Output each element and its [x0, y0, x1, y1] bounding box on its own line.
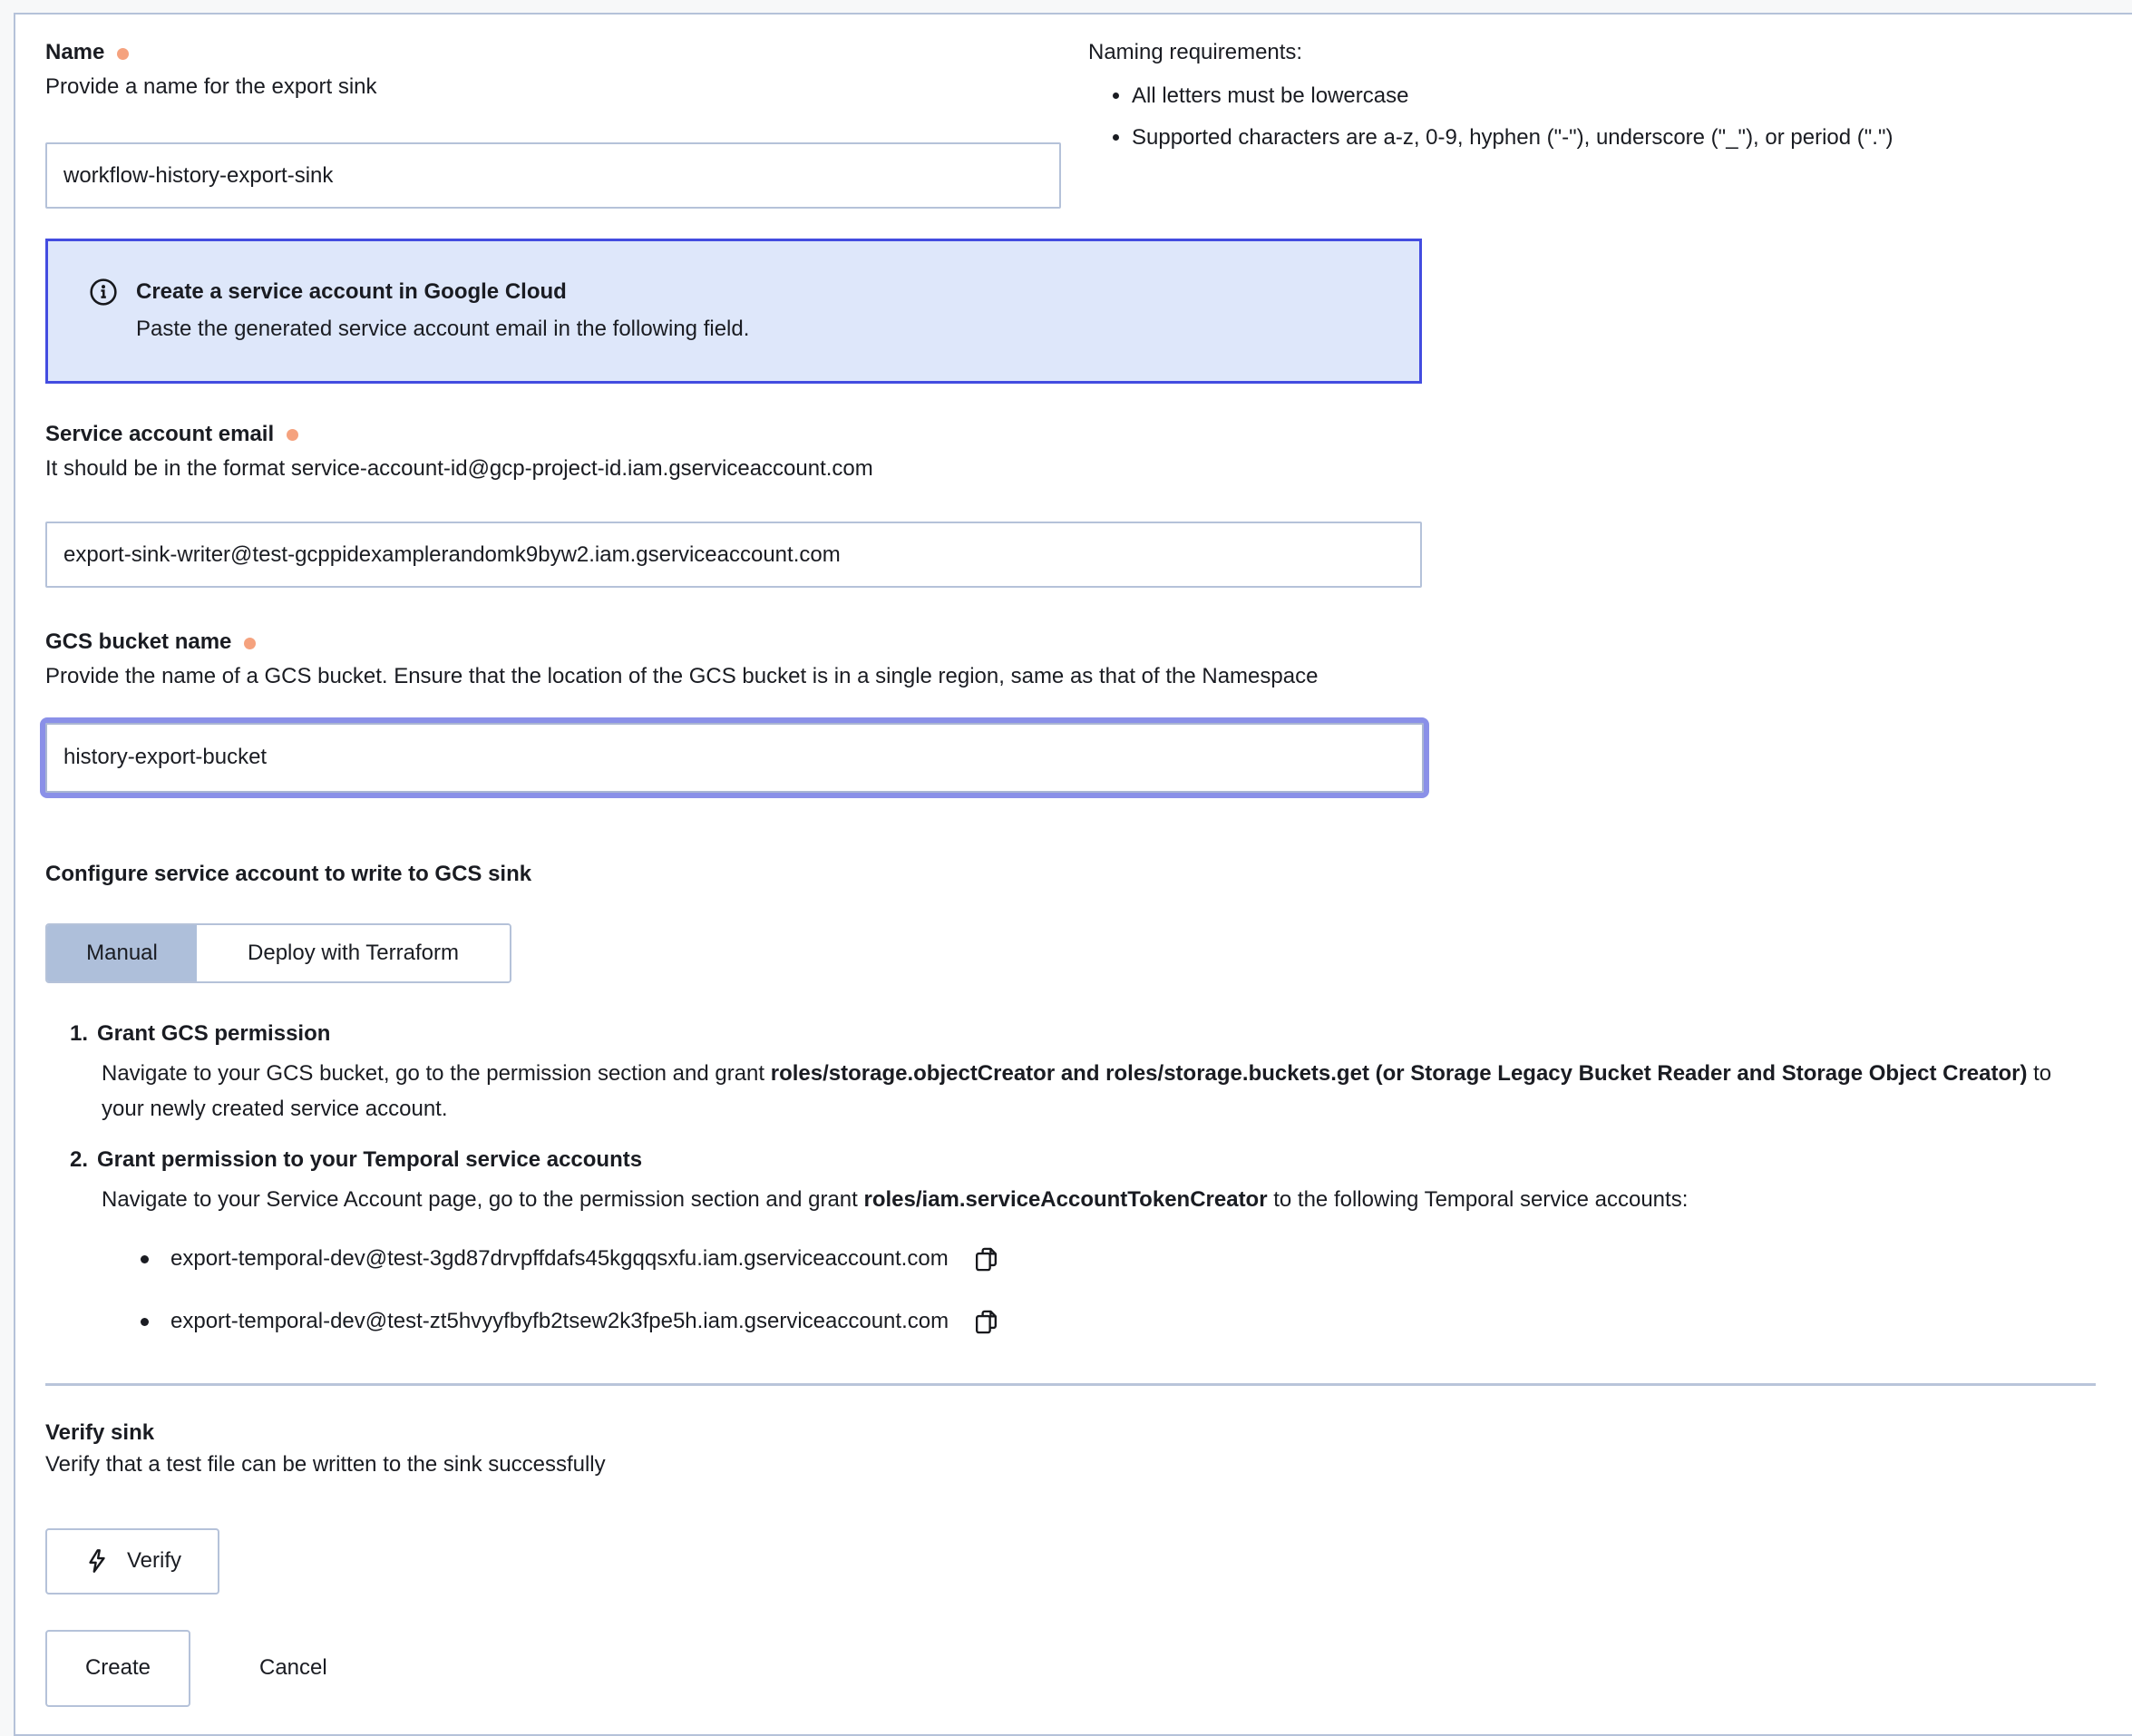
step-number: 1.	[70, 1020, 89, 1046]
configure-tabs	[45, 923, 511, 983]
tab-deploy-with-terraform[interactable]: Deploy with Terraform	[197, 925, 510, 981]
step-grant-gcs-permission	[45, 1019, 2096, 1127]
bucket-label	[45, 629, 2096, 655]
info-icon	[89, 278, 118, 307]
service-account-description: It should be in the format service-account-id@gcp-project-id.iam.gserviceaccount.com	[45, 455, 873, 481]
service-account-email-input[interactable]	[45, 522, 1422, 588]
form-content	[15, 15, 2096, 1707]
step-body-trail: to the following Temporal service accounts:	[1267, 1187, 1689, 1213]
verify-sink-description: Verify that a test file can be written to the sink successfully	[45, 1451, 606, 1477]
info-banner	[45, 239, 1422, 383]
naming-requirements	[1088, 40, 2096, 153]
verify-button-label: Verify	[127, 1548, 182, 1574]
name-field-section	[45, 40, 1061, 209]
lightning-icon	[83, 1547, 111, 1575]
step-title-text: Grant permission to your Temporal service accounts	[97, 1146, 643, 1172]
bucket-name-input[interactable]	[45, 723, 1424, 793]
step-body-emphasis: roles/storage.objectCreator and roles/storage.buckets.get (or Storage Legacy Bucket Reader and Storage Object Creator)	[770, 1060, 2028, 1086]
step-body-lead: Navigate to your GCS bucket, go to the permission section and grant	[102, 1060, 771, 1086]
naming-requirement-item: • All letters must be lowercase	[1132, 82, 2096, 111]
step-number: 2.	[70, 1146, 89, 1172]
export-sink-form-card	[14, 13, 2132, 1736]
name-label-text: Name	[45, 40, 105, 64]
copy-button[interactable]	[970, 1243, 1002, 1275]
copy-button[interactable]	[970, 1306, 1002, 1338]
service-account-item	[141, 1306, 2096, 1338]
service-account-label	[45, 422, 2096, 447]
bucket-label-text: GCS bucket name	[45, 629, 232, 655]
create-button[interactable]: Create	[45, 1630, 190, 1707]
info-banner-title: Create a service account in Google Cloud	[136, 279, 567, 305]
bullet-icon	[141, 1255, 149, 1263]
info-banner-description: Paste the generated service account email in the following field.	[136, 317, 750, 342]
tab-manual[interactable]: Manual	[47, 925, 197, 981]
required-dot-icon	[117, 48, 129, 60]
step-grant-temporal-permission	[45, 1146, 2096, 1338]
bucket-description: Provide the name of a GCS bucket. Ensure that the location of the GCS bucket is in a single region, same as that of the Namespace	[45, 664, 1319, 689]
top-row	[45, 40, 2096, 209]
info-banner-title-row	[89, 278, 1392, 307]
name-description: Provide a name for the export sink	[45, 74, 377, 99]
form-actions	[45, 1630, 2096, 1707]
step-body	[45, 1183, 2096, 1218]
naming-requirements-list	[1088, 82, 2096, 153]
service-account-email: export-temporal-dev@test-3gd87drvpffdafs45kgqqsxfu.iam.gserviceaccount.com	[170, 1246, 949, 1272]
configure-section-title: Configure service account to write to GCS sink	[45, 861, 532, 886]
temporal-service-accounts-list	[45, 1243, 2096, 1338]
required-dot-icon	[287, 429, 298, 441]
step-title-text: Grant GCS permission	[97, 1020, 331, 1046]
step-body	[45, 1057, 2096, 1127]
verify-button[interactable]	[45, 1528, 219, 1595]
naming-requirement-item: • Supported characters are a-z, 0-9, hyphen ("-"), underscore ("_"), or period (".")	[1132, 123, 2096, 152]
naming-requirements-title: Naming requirements:	[1088, 40, 1303, 64]
service-account-item	[141, 1243, 2096, 1275]
bullet-icon	[141, 1318, 149, 1326]
step-title	[45, 1146, 2096, 1175]
service-account-email: export-temporal-dev@test-zt5hvyyfbyfb2tsew2k3fpe5h.iam.gserviceaccount.com	[170, 1309, 949, 1334]
section-divider	[45, 1383, 2096, 1386]
cancel-button[interactable]: Cancel	[254, 1630, 333, 1707]
step-body-lead: Navigate to your Service Account page, go to the permission section and grant	[102, 1187, 864, 1213]
service-account-label-text: Service account email	[45, 421, 275, 446]
step-body-trail: to your newly created service account.	[102, 1060, 2052, 1121]
required-dot-icon	[244, 638, 256, 649]
name-label	[45, 40, 1061, 65]
step-title	[45, 1019, 2096, 1048]
name-input[interactable]	[45, 142, 1061, 209]
step-body-emphasis: roles/iam.serviceAccountTokenCreator	[863, 1187, 1268, 1213]
verify-sink-title: Verify sink	[45, 1419, 155, 1445]
copy-icon	[972, 1245, 1000, 1273]
copy-icon	[972, 1308, 1000, 1336]
